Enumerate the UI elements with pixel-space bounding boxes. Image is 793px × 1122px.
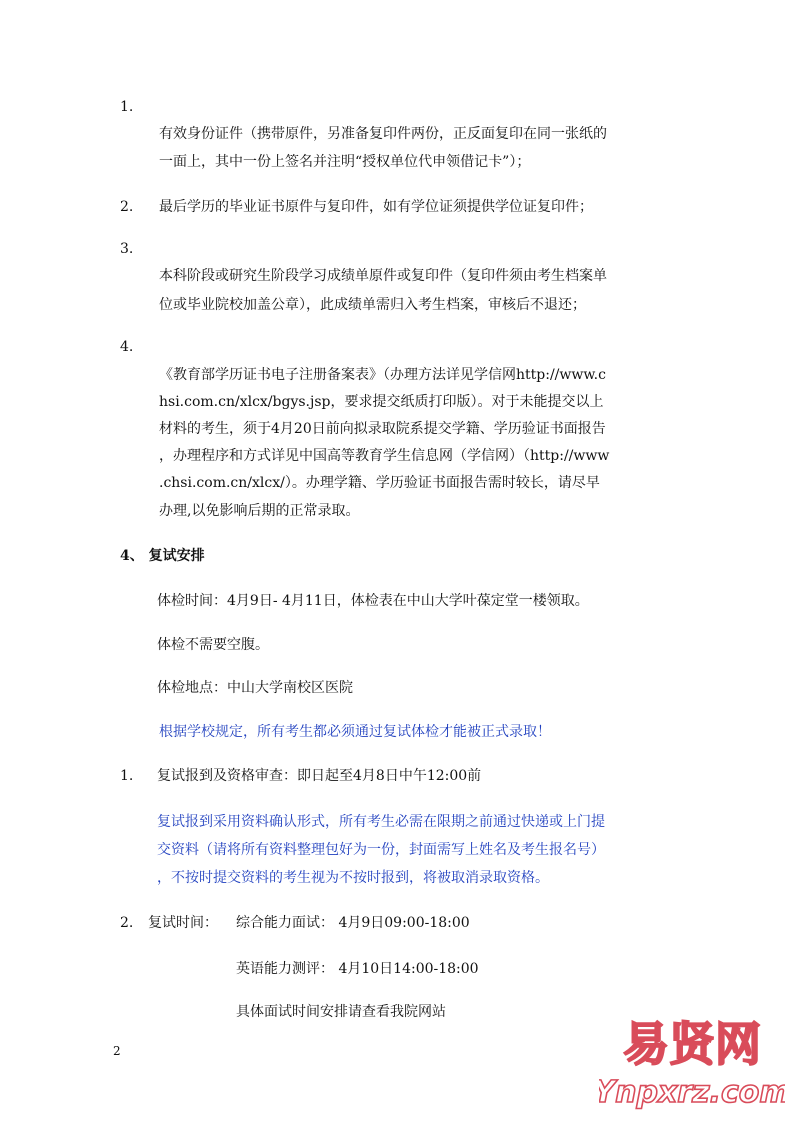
list-item-text: 最后学历的毕业证书原件与复印件，如有学位证须提供学位证复印件； [159, 199, 593, 215]
registration-note: 复试报到采用资料确认形式，所有考生必需在限期之前通过快递或上门提 [157, 814, 605, 830]
watermark-graphic [599, 1008, 785, 1112]
list-item-text: 《教育部学历证书电子注册备案表》（办理方法详见学信网http://www.c [159, 367, 606, 383]
registration-note: 交资料（请将所有资料整理包好为一份，封面需写上姓名及考生报名号） [157, 842, 605, 858]
interview-schedule-note: 具体面试时间安排请查看我院网站 [236, 1004, 446, 1020]
watermark-logo [599, 1008, 785, 1112]
list-item-text: 有效身份证件（携带原件，另准备复印件两份，正反面复印在同一张纸的 [159, 126, 607, 142]
medical-exam-notice: 根据学校规定，所有考生都必须通过复试体检才能被正式录取！ [159, 724, 551, 740]
interview-schedule-row: 英语能力测评： 4月10日14:00-18:00 [236, 961, 479, 977]
watermark-latin: Ynpxrz.com [599, 1075, 785, 1110]
medical-exam-location: 体检地点：中山大学南校区医院 [157, 680, 353, 696]
list-item-text: 一面上，其中一份上签名并注明“授权单位代申领借记卡”）； [159, 154, 531, 170]
list-item-number: 2. [120, 199, 134, 215]
page-number: 2 [113, 1044, 121, 1058]
list-item-text: 办理,以免影响后期的正常录取。 [159, 503, 360, 519]
medical-exam-time: 体检时间：4月9日- 4月11日，体检表在中山大学叶葆定堂一楼领取。 [157, 593, 589, 609]
list-item-number: 2. [120, 915, 134, 931]
list-item-text: 位或毕业院校加盖公章），此成绩单需归入考生档案，审核后不退还； [159, 297, 586, 313]
watermark-chinese: 易贤网 [623, 1017, 761, 1071]
list-item-text: ，办理程序和方式详见中国高等教育学生信息网（学信网）（http://www [159, 448, 610, 464]
registration-deadline: 复试报到及资格审查：即日起至4月8日中午12:00前 [157, 768, 482, 784]
list-item-text: 本科阶段或研究生阶段学习成绩单原件或复印件（复印件须由考生档案单 [159, 268, 607, 284]
medical-exam-fasting-note: 体检不需要空腹。 [157, 637, 269, 653]
list-item-text: hsi.com.cn/xlcx/bgys.jsp，要求提交纸质打印版）。对于未能提交以上 [159, 394, 604, 410]
interview-schedule-row: 综合能力面试： 4月9日09:00-18:00 [236, 915, 470, 931]
list-item-number: 1. [120, 99, 134, 115]
interview-time-label: 复试时间： [148, 915, 218, 931]
registration-note: ，不按时提交资料的考生视为不按时报到，将被取消录取资格。 [157, 870, 549, 886]
list-item-text: 材料的考生，须于4月20日前向拟录取院系提交学籍、学历验证书面报告 [159, 421, 606, 437]
list-item-number: 1. [120, 768, 134, 784]
list-item-number: 4. [120, 339, 134, 355]
list-item-number: 3. [120, 241, 134, 257]
section-heading: 4、 复试安排 [120, 548, 205, 564]
list-item-text: .chsi.com.cn/xlcx/）。办理学籍、学历验证书面报告需时较长，请尽早 [159, 475, 600, 491]
